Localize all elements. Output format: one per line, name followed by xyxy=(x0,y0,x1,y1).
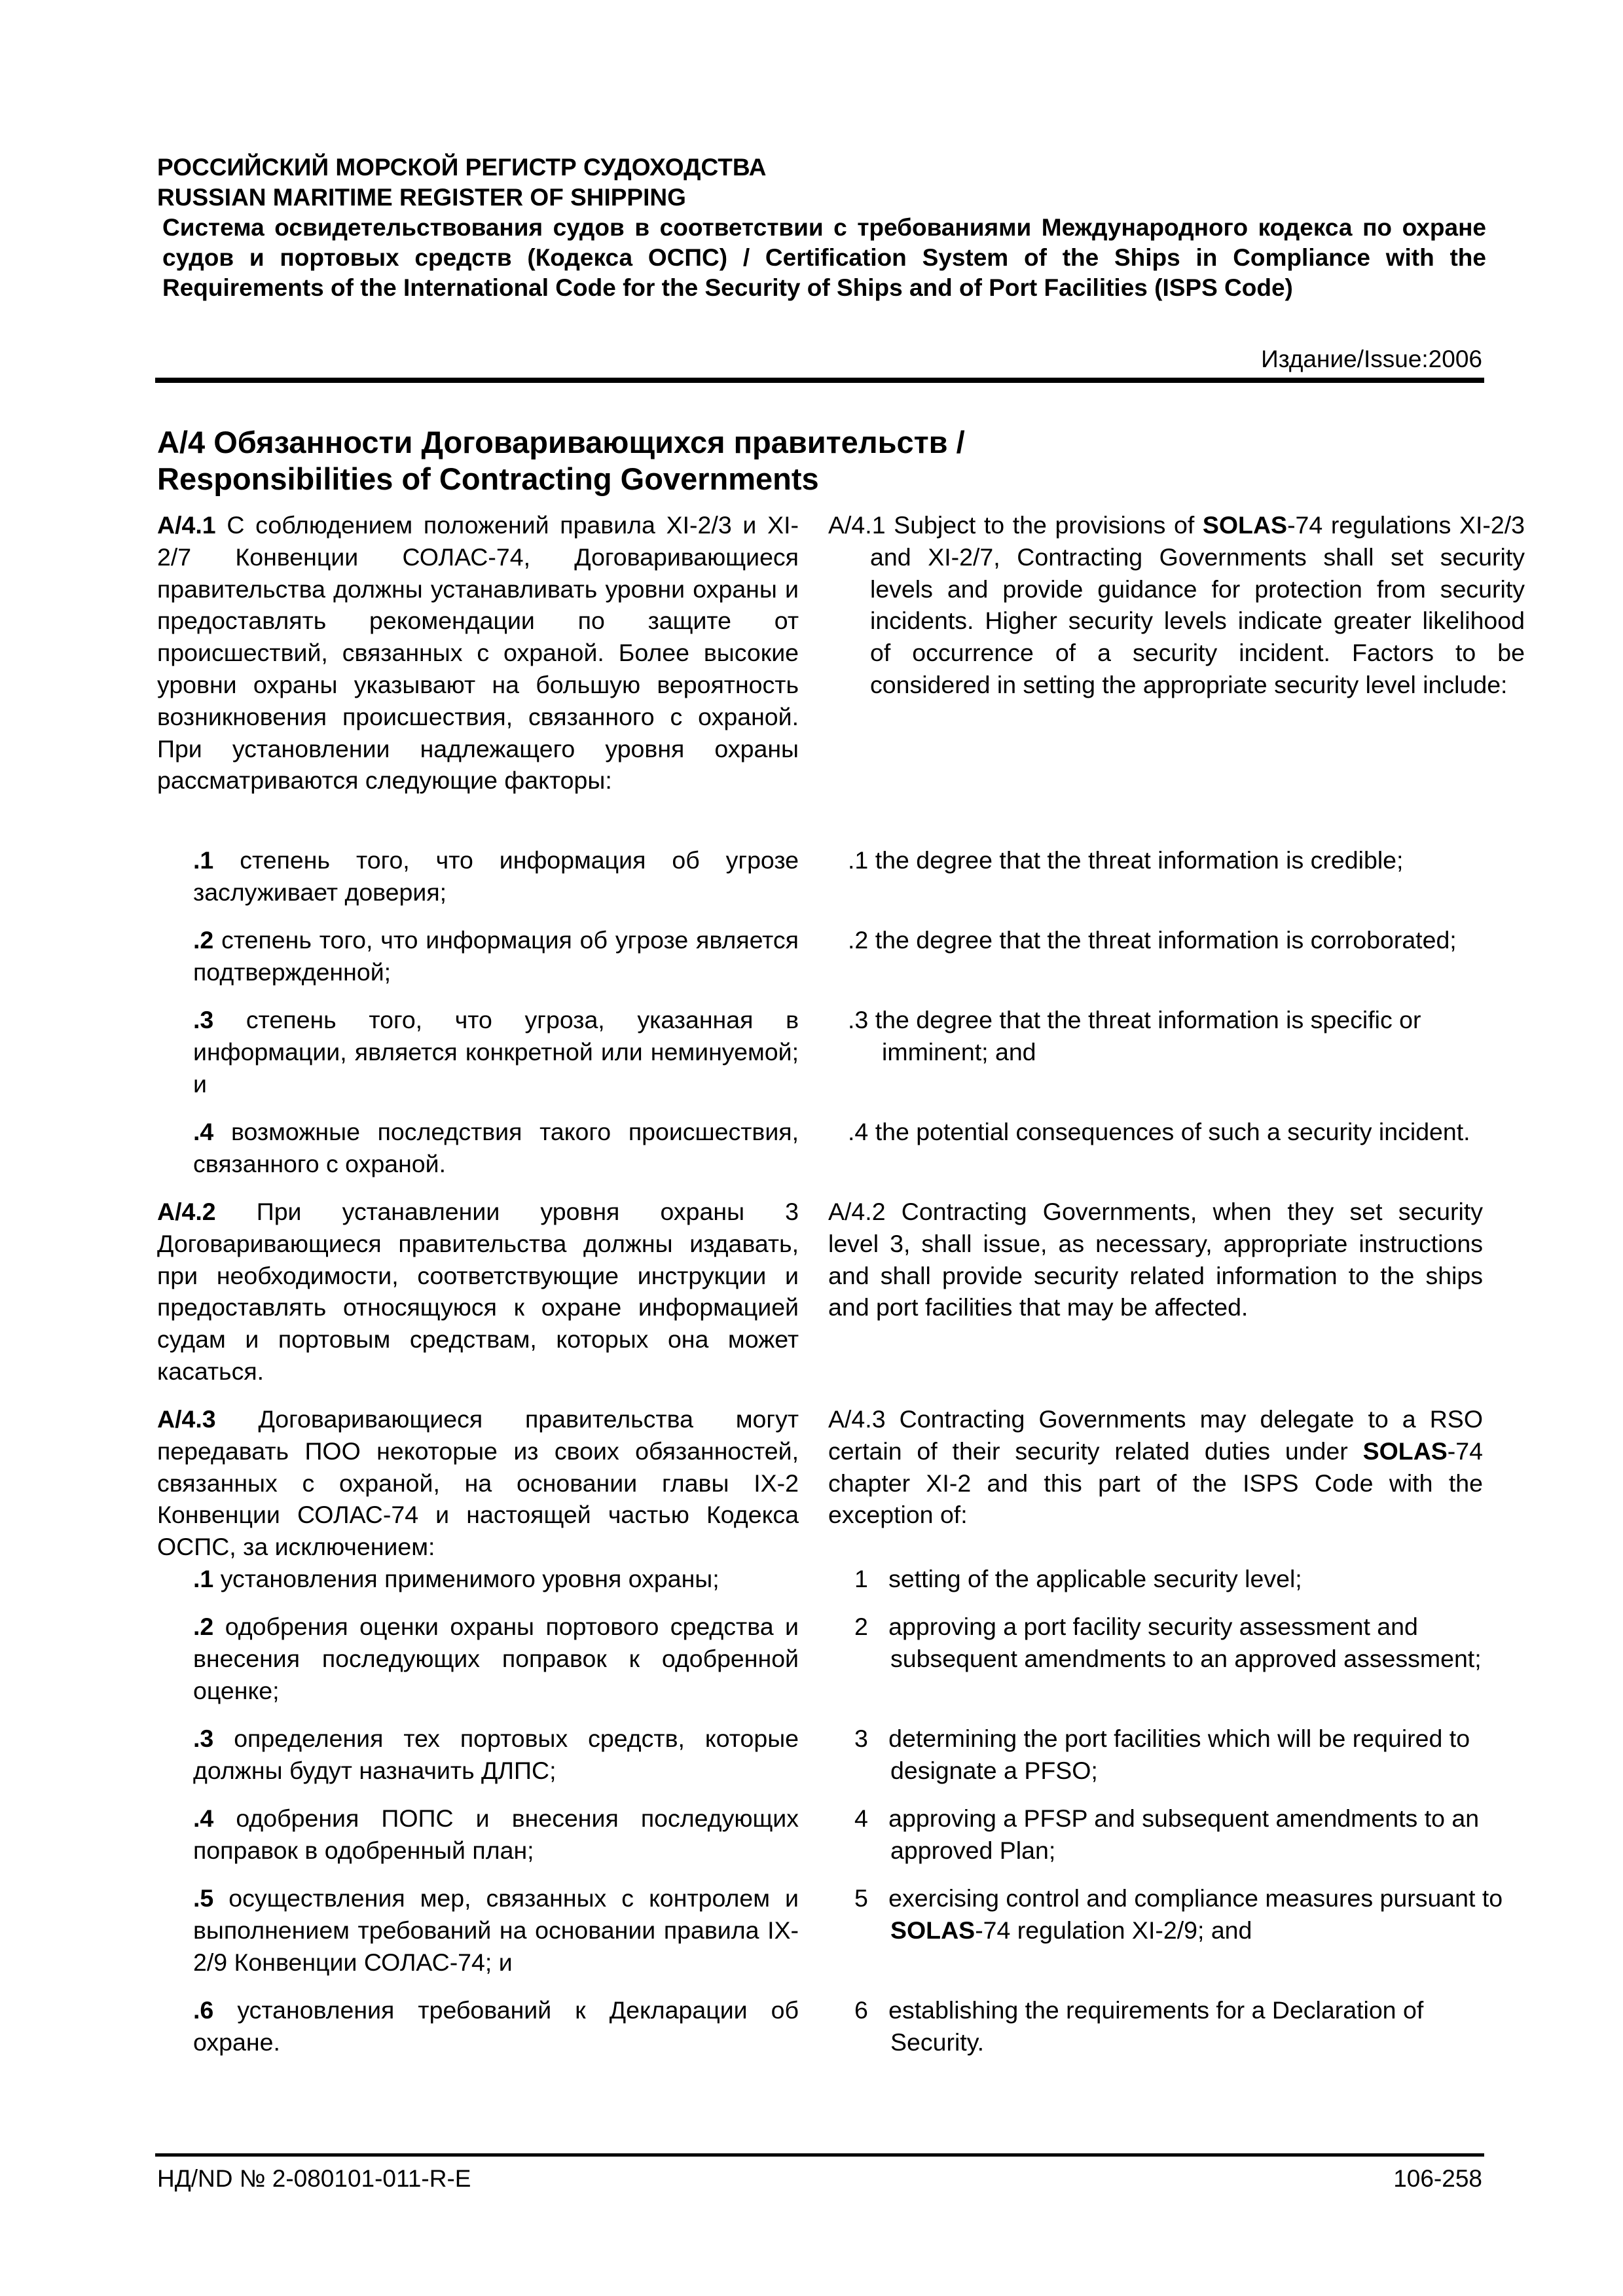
list-item-a43-5-ru: .5 осуществления мер, связанных с контролем и выполнением требований на основании правила IX-2/9 Конвенции СОЛАС-74; и xyxy=(193,1884,799,1976)
list-item-a41-1-ru: .1 степень того, что информация об угрозе заслуживает доверия; xyxy=(193,846,799,906)
list-item-a43-2-ru: .2 одобрения оценки охраны портового средства и внесения последующих поправок к одобренной оценке; xyxy=(193,1613,799,1704)
paragraph-a41-en: A/4.1 Subject to the provisions of SOLAS-74 regulations XI-2/3 and XI-2/7, Contracting Governments shall set security levels and provide guidance for protection from security incidents. Higher security levels indicate greater likelihood of occurrence of a security incident. Factors to be considered in setting the appropriate security level include: xyxy=(828,511,1525,698)
paragraph-a43-ru: A/4.3 Договаривающиеся правительства могут передавать ПОО некоторые из своих обязанностей, связанных с охраной, на основании главы IX-2 Конвенции СОЛАС-74 и настоящей частью Кодекса ОСПС, за исключением: xyxy=(157,1405,799,1561)
list-item-a43-4-en: 4 approving a PFSP and subsequent amendments to an approved Plan; xyxy=(854,1804,1480,1864)
list-item-a41-3-ru: .3 степень того, что угроза, указанная в информации, является конкретной или неминуемой; и xyxy=(193,1006,799,1098)
list-item-a41-4-en: .4 the potential consequences of such a security incident. xyxy=(848,1118,1470,1145)
footer-doc-number: НД/ND № 2-080101-011-R-E xyxy=(157,2165,471,2192)
list-item-a43-1-ru: .1 установления применимого уровня охраны; xyxy=(193,1565,720,1592)
paragraph-a42-en: A/4.2 Contracting Governments, when they set security level 3, shall issue, as necessary, appropriate instructions and shall provide security related information to the ships and port facilities that may be affected. xyxy=(828,1198,1483,1321)
page-header xyxy=(157,152,1486,303)
footer-divider xyxy=(155,2153,1484,2157)
list-item-a41-3-en: .3 the degree that the threat information is specific or imminent; and xyxy=(848,1006,1421,1066)
header-system-title: Система освидетельствования судов в соответствии с требованиями Международного кодекса по охране судов и портовых средств (Кодекса ОСПС) / Certification System of the Ships in Compliance with the Requirements of the International Code for the Security of Ships and of Port Facilities (ISPS Code) xyxy=(162,214,1486,301)
list-item-a43-6-ru: .6 установления требований к Декларации об охране. xyxy=(193,1996,799,2056)
header-org-ru: РОССИЙСКИЙ МОРСКОЙ РЕГИСТР СУДОХОДСТВА xyxy=(157,154,767,181)
header-issue: Издание/Issue:2006 xyxy=(1261,346,1482,372)
paragraph-a43-en: A/4.3 Contracting Governments may delegate to a RSO certain of their security related duties under SOLAS-74 chapter XI-2 and this part of the ISPS Code with the exception of: xyxy=(828,1405,1483,1529)
header-org-en: RUSSIAN MARITIME REGISTER OF SHIPPING xyxy=(157,184,686,211)
footer-page-number: 106-258 xyxy=(1393,2165,1482,2192)
paragraph-a41-ru: A/4.1 С соблюдением положений правила XI-2/3 и XI-2/7 Конвенции СОЛАС-74, Договаривающиеся правительства должны устанавливать уровни охраны и предоставлять рекомендации по защите от происшествий, связанных с охраной. Более высокие уровни охраны указывают на большую вероятность возникновения происшествия, связанного с охраной. При установлении надлежащего уровня охраны рассматриваются следующие факторы: xyxy=(157,511,799,795)
list-item-a43-4-ru: .4 одобрения ПОПС и внесения последующих поправок в одобренный план; xyxy=(193,1804,799,1864)
list-item-a43-3-en: 3 determining the port facilities which will be required to designate a PFSO; xyxy=(854,1725,1470,1784)
list-item-a43-3-ru: .3 определения тех портовых средств, которые должны будут назначить ДЛПС; xyxy=(193,1725,799,1784)
list-item-a41-2-en: .2 the degree that the threat information is corroborated; xyxy=(848,926,1457,954)
list-item-a43-5-en: 5 exercising control and compliance measures pursuant to SOLAS-74 regulation XI-2/9; and xyxy=(854,1884,1503,1944)
list-item-a41-4-ru: .4 возможные последствия такого происшествия, связанного с охраной. xyxy=(193,1118,799,1177)
list-item-a43-2-en: 2 approving a port facility security assessment and subsequent amendments to an approved assessment; xyxy=(854,1613,1482,1672)
list-item-a41-1-en: .1 the degree that the threat information is credible; xyxy=(848,846,1404,874)
list-item-a41-2-ru: .2 степень того, что информация об угрозе является подтвержденной; xyxy=(193,926,799,986)
list-item-a43-6-en: 6 establishing the requirements for a Declaration of Security. xyxy=(854,1996,1424,2056)
header-divider xyxy=(155,378,1484,383)
section-title: A/4 Обязанности Договаривающихся правительств / Responsibilities of Contracting Governments xyxy=(157,425,965,496)
list-item-a43-1-en: 1 setting of the applicable security level; xyxy=(854,1565,1302,1592)
paragraph-a42-ru: A/4.2 При устанавлении уровня охраны 3 Договаривающиеся правительства должны издавать, при необходимости, соответствующие инструкции и предоставлять относящуюся к охране информацией судам и портовым средствам, которых она может касаться. xyxy=(157,1198,799,1385)
